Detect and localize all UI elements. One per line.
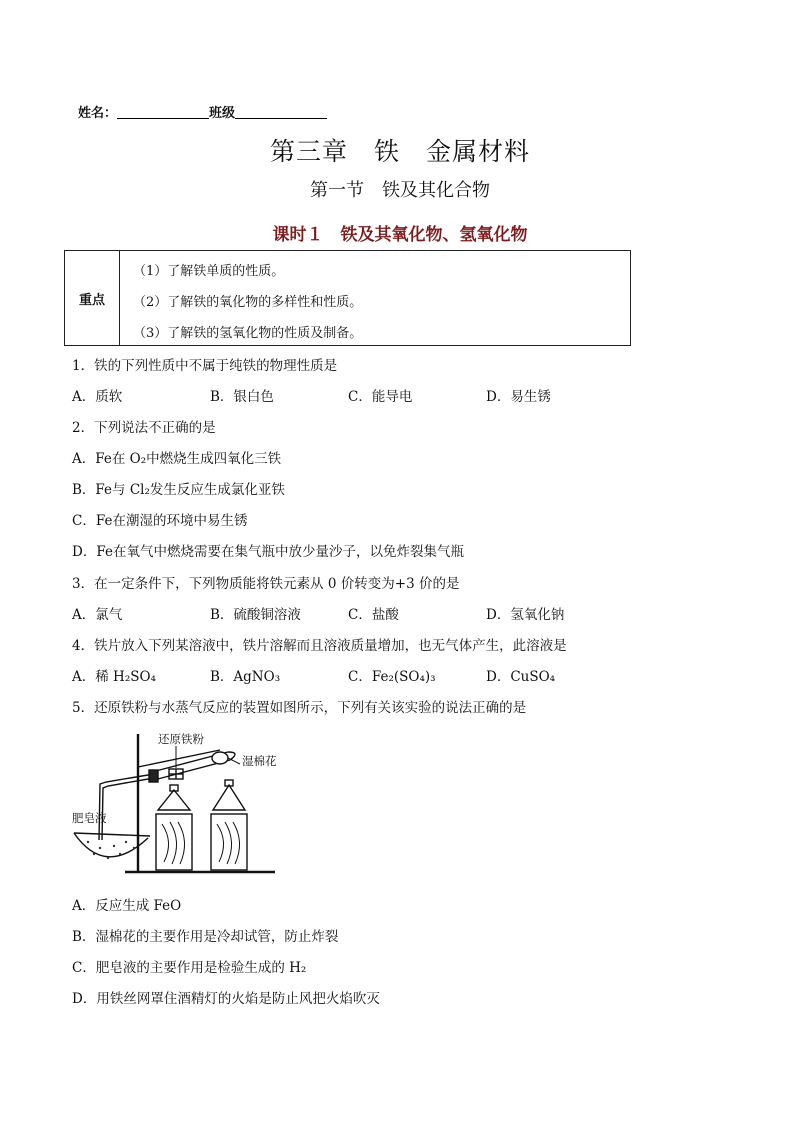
chapter-title: 第三章 铁 金属材料	[269, 137, 530, 166]
q1-options	[72, 385, 672, 405]
q1-option-d[interactable]: D．易生锈	[486, 389, 551, 405]
q2-option-b[interactable]: B．Fe与 Cl₂发生反应生成氯化亚铁	[72, 482, 285, 498]
q2-stem: 2．下列说法不正确的是	[72, 420, 216, 436]
key-point-3: （3）了解铁的氢氧化物的性质及制备。	[133, 326, 363, 341]
q1-option-a[interactable]: A．质软	[72, 389, 123, 405]
q5-option-d[interactable]: D．用铁丝网罩住酒精灯的火焰是防止风把火焰吹灭	[72, 991, 380, 1007]
lesson-title: 课时１ 铁及其氧化物、氢氧化物	[272, 225, 528, 245]
key-point-2: （2）了解铁的氧化物的多样性和性质。	[133, 295, 363, 310]
q2-option-d[interactable]: D．Fe在氧气中燃烧需要在集气瓶中放少量沙子，以免炸裂集气瓶	[72, 544, 464, 560]
name-class-line	[78, 102, 327, 121]
q4-option-d[interactable]: D．CuSO₄	[486, 669, 556, 685]
q3-option-b[interactable]: B．硫酸铜溶液	[210, 607, 301, 623]
q1-option-c[interactable]: C．能导电	[348, 389, 413, 405]
q1-option-b[interactable]: B．银白色	[210, 389, 274, 405]
q5-option-c[interactable]: C．肥皂液的主要作用是检验生成的 H₂	[72, 960, 307, 976]
q5-option-a[interactable]: A．反应生成 FeO	[72, 898, 182, 914]
label-iron-powder: 还原铁粉	[158, 732, 204, 746]
class-label: 班级	[209, 106, 236, 121]
q4-option-b[interactable]: B．AgNO₃	[210, 669, 281, 685]
section-title: 第一节 铁及其化合物	[310, 180, 490, 201]
q3-option-d[interactable]: D．氢氧化钠	[486, 607, 565, 623]
q3-option-c[interactable]: C．盐酸	[348, 607, 399, 623]
q4-option-c[interactable]: C．Fe₂(SO₄)₃	[348, 669, 436, 685]
apparatus-figure	[70, 730, 310, 878]
q5-option-b[interactable]: B．湿棉花的主要作用是冷却试管，防止炸裂	[72, 929, 339, 945]
q1-stem: 1．铁的下列性质中不属于纯铁的物理性质是	[72, 358, 338, 374]
name-blank[interactable]	[117, 106, 209, 119]
q4-stem: 4．铁片放入下列某溶液中，铁片溶解而且溶液质量增加，也无气体产生，此溶液是	[72, 638, 567, 654]
q5-stem: 5．还原铁粉与水蒸气反应的装置如图所示，下列有关该实验的说法正确的是	[72, 700, 527, 716]
label-soap-solution: 肥皂液	[72, 811, 107, 825]
q2-option-a[interactable]: A．Fe在 O₂中燃烧生成四氧化三铁	[72, 451, 282, 467]
q3-stem: 3．在一定条件下，下列物质能将铁元素从 0 价转变为+3 价的是	[72, 576, 460, 592]
q4-option-a[interactable]: A．稀 H₂SO₄	[72, 669, 156, 685]
name-label: 姓名：	[78, 106, 118, 121]
key-points-label: 重点	[65, 251, 120, 345]
key-point-1: （1）了解铁单质的性质。	[133, 264, 285, 279]
q3-options	[72, 603, 672, 623]
q3-option-a[interactable]: A．氯气	[72, 607, 123, 623]
label-wet-cotton: 湿棉花	[242, 754, 277, 768]
class-blank[interactable]	[235, 106, 327, 119]
key-points-box	[64, 250, 631, 346]
q4-options	[72, 665, 672, 685]
q2-option-c[interactable]: C．Fe在潮湿的环境中易生锈	[72, 513, 248, 529]
